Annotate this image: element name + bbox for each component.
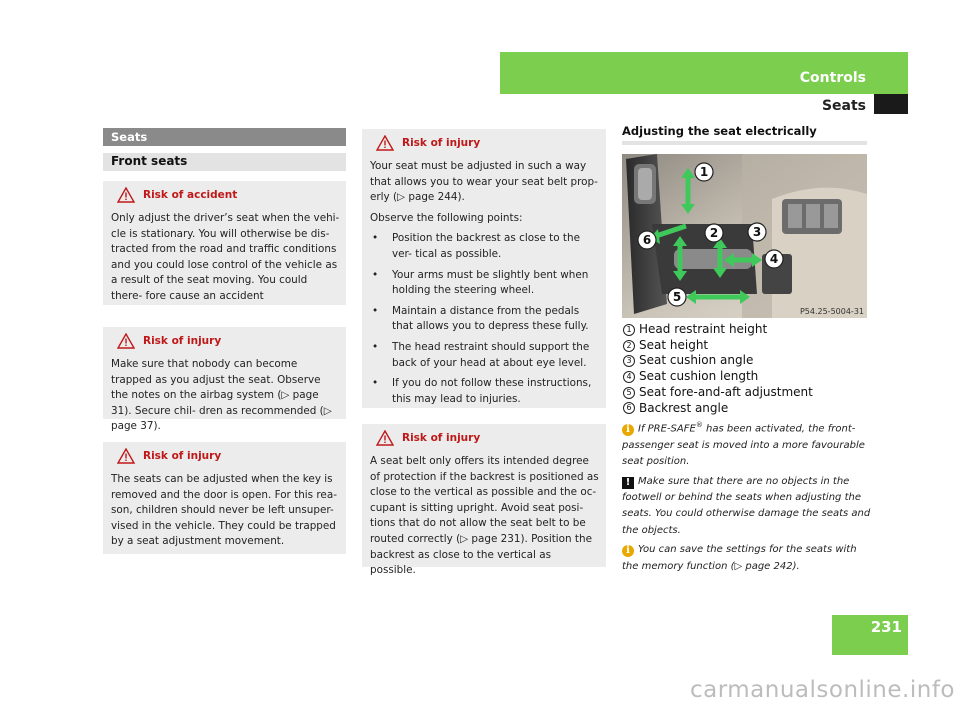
adjusting-seat-title: Adjusting the seat electrically [622,124,817,138]
exclamation-icon: ! [622,477,634,489]
legend-item: 4 Seat cushion length [622,369,872,385]
warning-text: Only adjust the driver’s seat when the vehi- cle is stationary. You will otherwise be dis- tracted from the road and traffic conditions and you could lose control of the vehicle as a result of the seat moving. You could there- fore cause an accident [111,212,340,302]
info-note-memory: i You can save the settings for the seats with the memory function (▷ page 242). [622,544,857,572]
svg-text:3: 3 [752,225,762,239]
warning-intro: Your seat must be adjusted in such a way that allows you to wear your seat belt prop- erly (▷ page 244). [370,160,598,204]
warning-text: Make sure that nobody can become trapped as you adjust the seat. Observe the notes on the airbag system (▷ page 31). Secure chil- dren as recommended (▷ page 37). [111,358,332,433]
legend-item: 2 Seat height [622,338,872,354]
info-icon: i [622,424,634,436]
info-note-presafe: i If PRE-SAFE® has been activated, the front- passenger seat is moved into a more favourable seat position. [622,421,865,468]
svg-text:2: 2 [709,226,719,240]
page-number: 231 [870,618,902,636]
legend-item: 1 Head restraint height [622,322,872,338]
subsection-title: Seats [821,98,866,114]
seats-heading-bar [103,128,346,146]
legend-item: 6 Backrest angle [622,401,872,417]
svg-text:6: 6 [642,233,652,247]
warning-title: Risk of injury [402,432,481,444]
warning-text: The seats can be adjusted when the key is removed and the door is open. For this rea- son, children should never be left unsuper- vised in the vehicle. They could be trapped by a seat adjustment movement. [111,473,337,548]
bullet-item: • Your arms must be slightly bent when holding the steering wheel. [372,268,589,297]
info-icon: i [622,545,634,557]
notes [622,417,872,578]
warning-triangle-icon [376,430,394,446]
bullet-item: • If you do not follow these instructions, this may lead to injuries. [372,377,592,405]
warning-triangle-icon [117,187,135,203]
warning-title: Risk of accident [143,189,238,201]
svg-text:5: 5 [672,290,682,304]
legend-list [622,322,872,416]
warning-triangle-icon [117,448,135,464]
warning-triangle-icon [117,333,135,349]
bullet-item: • Maintain a distance from the pedals that allows you to depress these fully. [372,304,589,333]
section-title: Controls [799,70,866,86]
svg-text:1: 1 [699,165,709,179]
photo-code: P54.25-5004-31 [799,307,864,316]
warning-text: A seat belt only offers its intended degree of protection if the backrest is positioned as close to the vertical as possible and the oc- cupant is sitting upright. Avoid seat posi- tions that do not allow the seat belt to be routed correctly (▷ page 231). Position the backrest as close to the vertical as possible. [370,455,599,577]
warning-box-accident [103,181,346,305]
warning-box-injury-trapped [103,327,346,433]
warning-title: Risk of injury [402,137,481,149]
title-rule [622,141,867,145]
warning-box-seat-belt [362,424,606,577]
bullet-item: • The head restraint should support the back of your head at about eye level. [372,340,590,369]
legend-item: 5 Seat fore-and-aft adjustment [622,385,872,401]
warning-triangle-icon [376,135,394,151]
watermark: carmanualsonline.info [689,677,955,703]
front-seats-heading-bar [103,153,346,171]
legend-item: 3 Seat cushion angle [622,353,872,369]
bullet-item: • Position the backrest as close to the ver- tical as possible. [372,232,580,260]
caution-note: ! Make sure that there are no objects in the footwell or behind the seats when adjusting the seats. You could otherwise damage the seats and the objects. [622,475,871,536]
seats-heading: Seats [111,130,148,144]
warning-box-injury-children [103,442,346,554]
front-seats-heading: Front seats [111,154,188,168]
warning-text [370,159,600,412]
svg-text:4: 4 [769,252,779,266]
header-black-tab [874,94,908,114]
warning-observe: Observe the following points: [370,211,523,224]
warning-title: Risk of injury [143,450,222,462]
warning-box-seat-adjustment [362,129,606,408]
seat-controls-photo [622,154,867,318]
warning-title: Risk of injury [143,335,222,347]
